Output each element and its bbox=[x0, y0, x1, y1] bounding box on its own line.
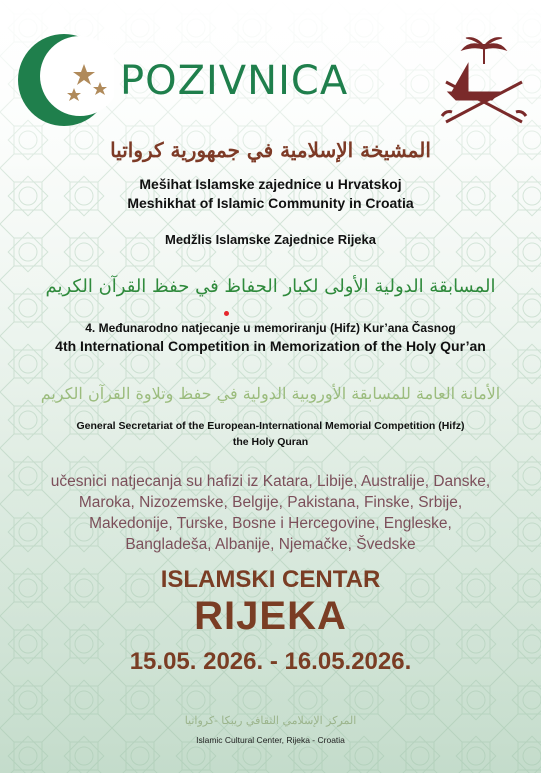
dhow-palm-swords-emblem-icon bbox=[438, 34, 530, 126]
footer-text: Islamic Cultural Center, Rijeka - Croatia bbox=[196, 735, 345, 745]
red-dot bbox=[224, 311, 229, 316]
competition-title-english: 4th International Competition in Memorization of the Holy Qur’an bbox=[55, 338, 486, 354]
organisation-name-english: Meshikhat of Islamic Community in Croatia bbox=[127, 195, 414, 211]
event-dates: 15.05. 2026. - 16.05.2026. bbox=[129, 648, 412, 675]
participants-line: Maroka, Nizozemske, Belgije, Pakistana, Finske, Srbije, bbox=[78, 494, 463, 511]
secretariat-line-2: the Holy Quran bbox=[232, 436, 309, 448]
page-title: POZIVNICA bbox=[120, 58, 349, 104]
footer-arabic: المركز الإسلامي الثقافي ريبكا -كرواتيا bbox=[184, 714, 357, 727]
organisation-name-bosnian: Mešihat Islamske zajednice u Hrvatskoj bbox=[139, 176, 402, 192]
venue-centre: ISLAMSKI CENTAR bbox=[160, 566, 381, 593]
venue-city: RIJEKA bbox=[194, 594, 347, 638]
organisation-arabic-name: المشيخة الإسلامية في جمهورية كرواتيا bbox=[110, 138, 431, 162]
crescent-stars-logo-icon bbox=[14, 30, 114, 130]
competition-arabic-title: المسابقة الدولية الأولى لكبار الحفاظ في حفظ القرآن الكريم bbox=[45, 276, 496, 297]
participants-text bbox=[20, 471, 521, 555]
medzlis-name: Medžlis Islamske Zajednice Rijeka bbox=[165, 232, 376, 247]
participants-line: Makedonije, Turske, Bosne i Hercegovine, Engleske, bbox=[89, 515, 452, 532]
participants-line: Bangladeša, Albanije, Njemačke, Švedske bbox=[125, 536, 416, 553]
participants-line: učesnici natjecanja su hafizi iz Katara, Libije, Australije, Danske, bbox=[50, 473, 491, 490]
competition-title-bosnian: 4. Međunarodno natjecanje u memoriranju (Hifz) Kur’ana Časnog bbox=[85, 321, 456, 335]
secretariat-line-1: General Secretariat of the European-International Memorial Competition (Hifz) bbox=[76, 420, 465, 432]
secretariat-arabic: الأمانة العامة للمسابقة الأوروبية الدولية في حفظ وتلاوة القرآن الكريم bbox=[40, 384, 501, 403]
